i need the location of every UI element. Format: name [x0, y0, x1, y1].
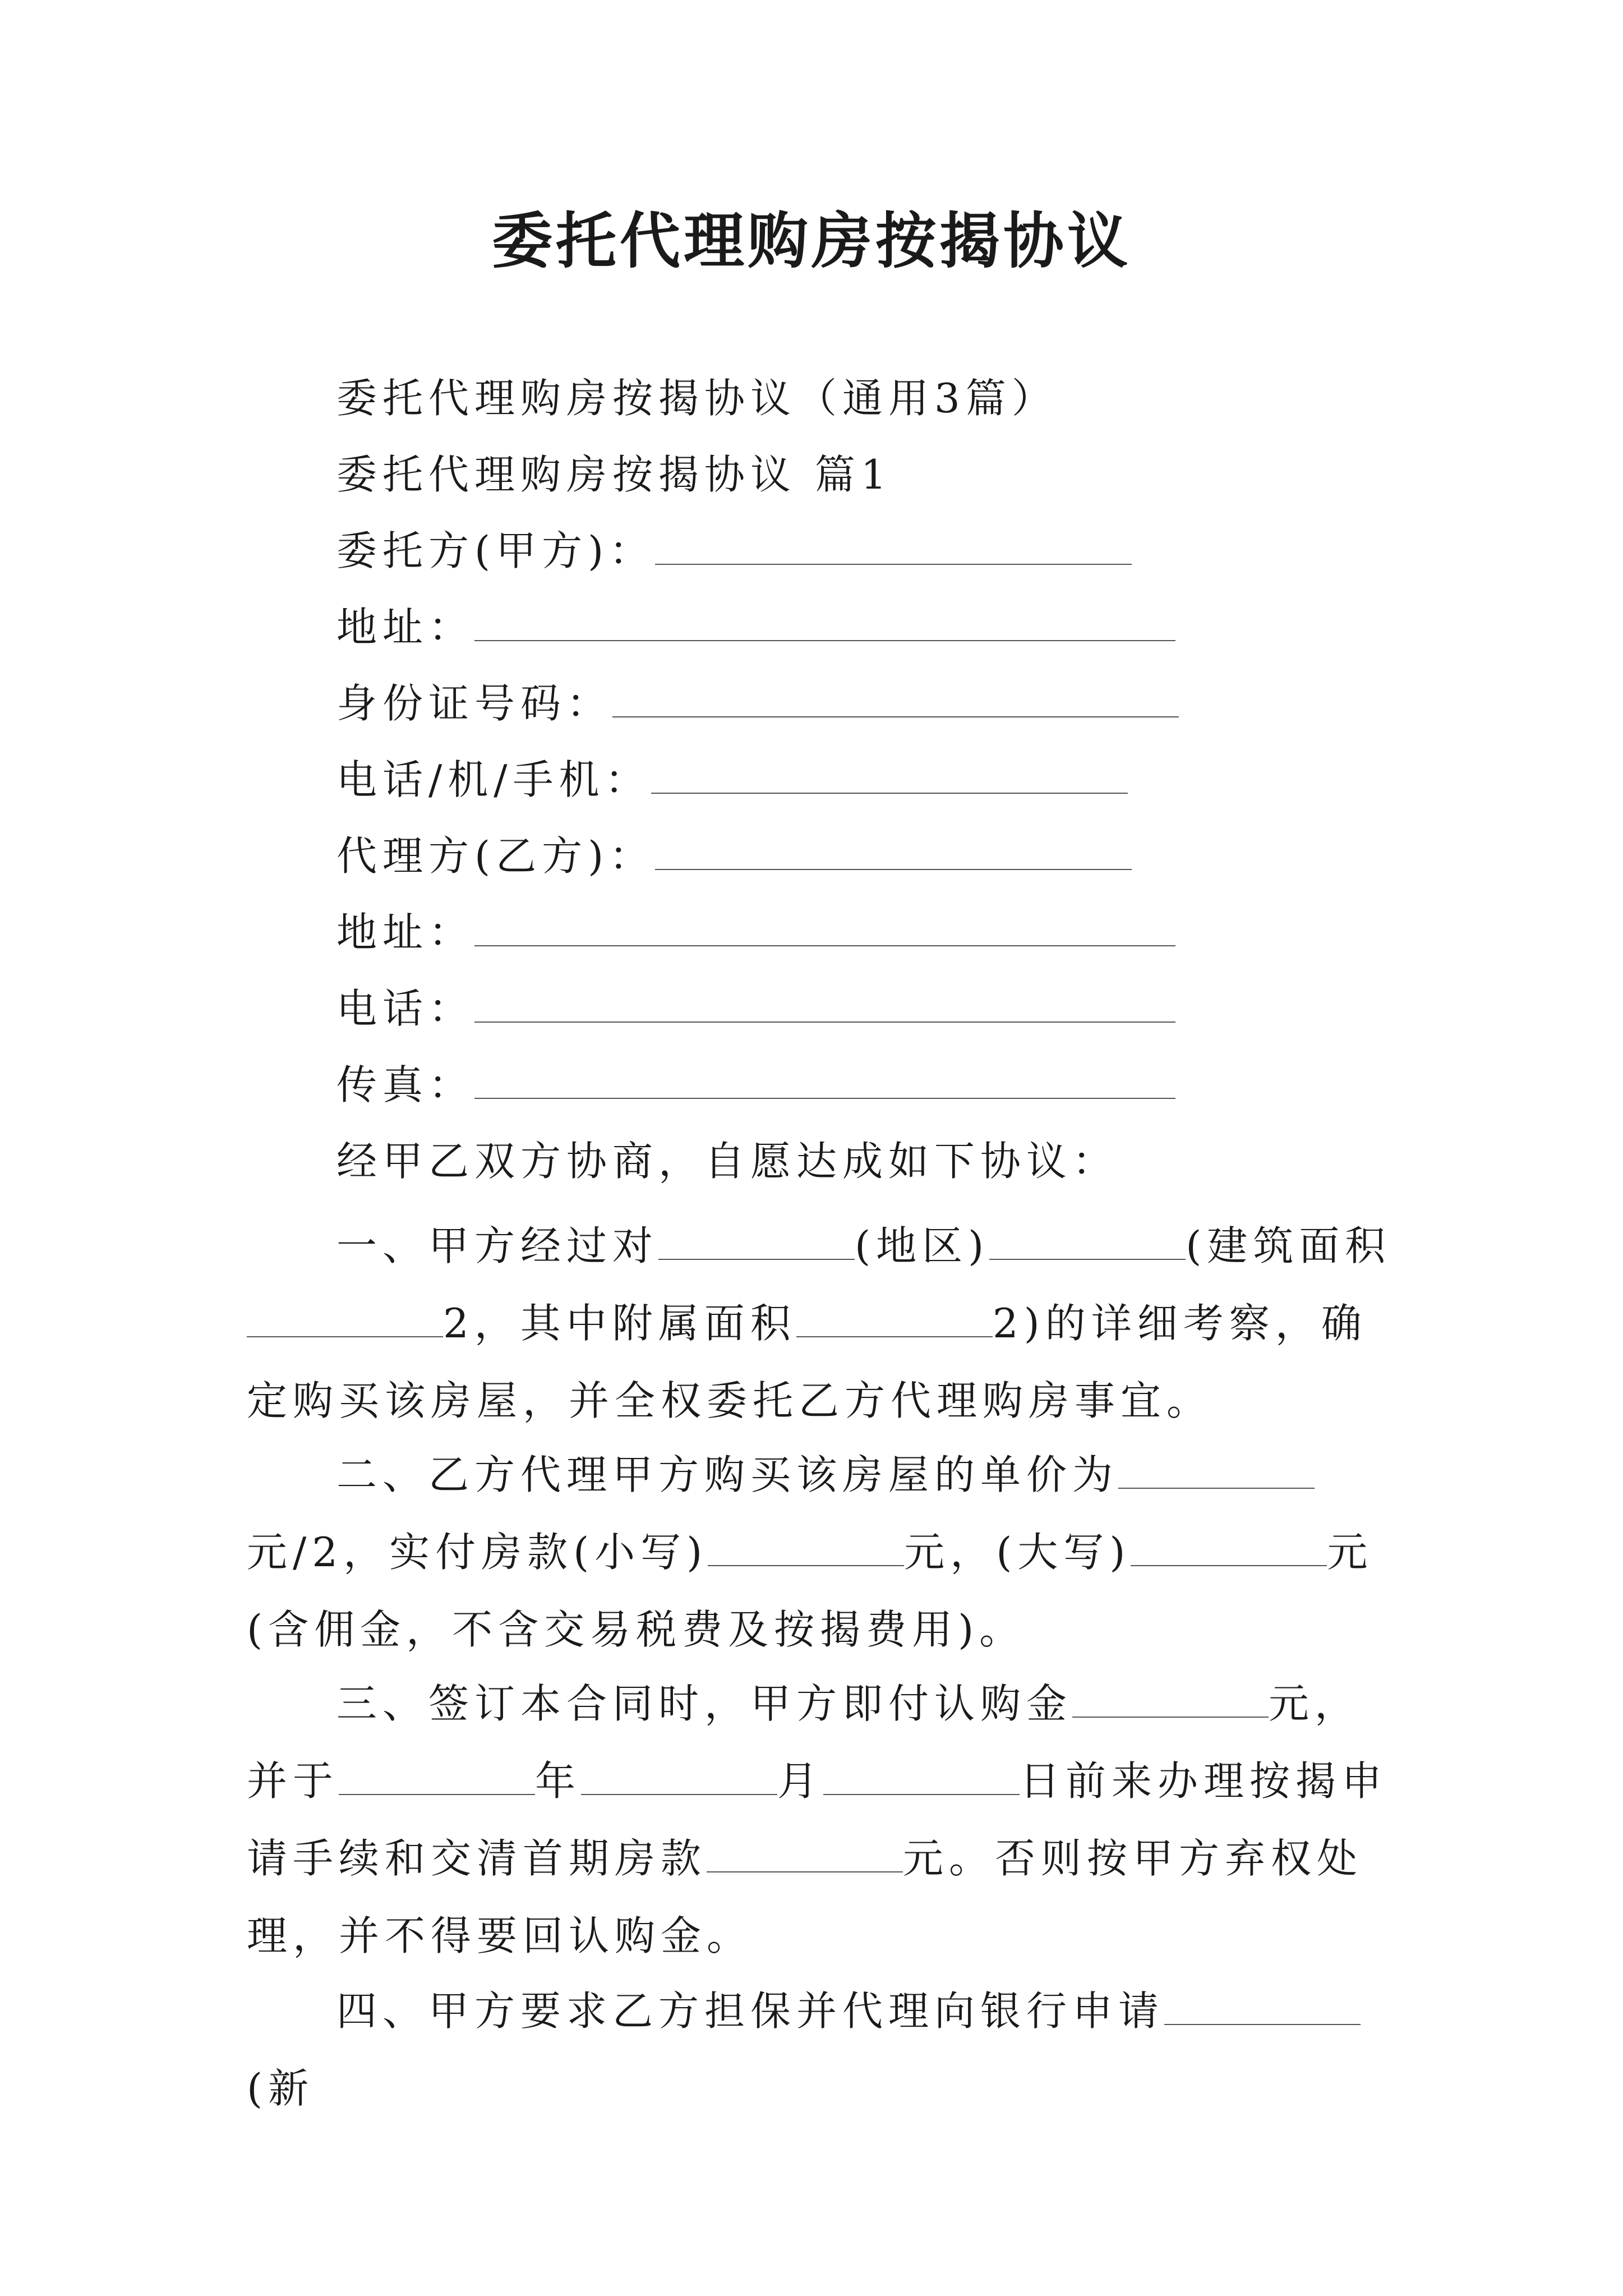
field-agent-address-blank[interactable]	[474, 912, 1175, 946]
clause-1-text-c: (建筑面积	[1186, 1222, 1391, 1269]
clause-3-text-e: 日前来办理按揭申请手续和交清首期房款	[247, 1757, 1388, 1882]
field-agent-phone	[336, 981, 1175, 1037]
clause-1-text-b: (地区)	[855, 1222, 990, 1269]
field-id-number-label: 身份证号码：	[336, 680, 613, 727]
clause-3-text-f: 元。否则按甲方弃权处理，并不得要回认购金。	[247, 1835, 1363, 1959]
field-id-number-blank[interactable]	[612, 683, 1179, 717]
field-phone-label: 电话/机/手机：	[336, 756, 651, 803]
field-phone-blank[interactable]	[651, 759, 1128, 794]
clause-2-text-a: 二、乙方代理甲方购买该房屋的单价为	[336, 1451, 1119, 1498]
field-client	[336, 523, 1132, 579]
clause-2-text-b: 元/2，实付房款(小写)	[247, 1529, 708, 1576]
field-agent-phone-blank[interactable]	[474, 988, 1175, 1023]
agreement-intro: 经甲乙双方协商，自愿达成如下协议：	[336, 1138, 1119, 1185]
clause-2-text-c: 元，(大写)	[904, 1529, 1131, 1576]
field-client-address-label: 地址：	[336, 604, 475, 651]
field-agent-address-label: 地址：	[336, 909, 475, 956]
clause-2	[247, 1436, 1396, 1668]
clause-4-text-a: 四、甲方要求乙方担保并代理向银行申请	[336, 1987, 1165, 2035]
clause-3-blank-deposit[interactable]	[1072, 1683, 1269, 1718]
field-phone	[336, 752, 1128, 808]
document-title: 委托代理购房按揭协议	[491, 206, 1131, 277]
clause-2-blank-unit-price[interactable]	[1118, 1454, 1315, 1489]
clause-1-text-e: 2)的详细考察，确定购买该房屋，并全权委托乙方代理购房事宜。	[247, 1300, 1367, 1424]
clause-4	[247, 1972, 1396, 2127]
field-fax-label: 传真：	[336, 1061, 475, 1108]
field-agent-address	[336, 904, 1175, 960]
field-fax	[336, 1057, 1175, 1113]
clause-3-text-b: 元，并于	[247, 1680, 1361, 1805]
clause-2-blank-amount-figures[interactable]	[708, 1531, 904, 1566]
clause-2-blank-amount-words[interactable]	[1131, 1531, 1327, 1566]
field-agent-phone-label: 电话：	[336, 985, 475, 1032]
field-client-address	[336, 599, 1175, 655]
clause-1-text-a: 一、甲方经过对	[336, 1222, 659, 1269]
clause-1-blank-area[interactable]	[989, 1225, 1186, 1260]
field-client-address-blank[interactable]	[474, 606, 1175, 641]
clause-1-text-d: 2，其中附属面积	[443, 1300, 796, 1347]
field-fax-blank[interactable]	[474, 1064, 1175, 1099]
clause-1-blank-attached-area[interactable]	[796, 1303, 993, 1337]
field-client-label: 委托方(甲方)：	[336, 527, 656, 574]
clause-2-text-d: 元(含佣金，不含交易税费及按揭费用)。	[247, 1529, 1373, 1653]
clause-3-blank-year[interactable]	[339, 1760, 535, 1795]
field-id-number	[336, 675, 1179, 731]
field-agent-label: 代理方(乙方)：	[336, 832, 656, 880]
clause-3-text-c: 年	[535, 1757, 582, 1805]
clause-3	[247, 1665, 1396, 1975]
field-agent	[336, 828, 1132, 884]
clause-1-blank-building-area[interactable]	[247, 1303, 443, 1337]
clause-3-text-a: 三、签订本合同时，甲方即付认购金	[336, 1680, 1073, 1727]
document-subtitle: 委托代理购房按揭协议（通用3篇）	[336, 375, 1058, 422]
clause-3-text-d: 月	[777, 1757, 824, 1805]
clause-1-blank-region[interactable]	[658, 1225, 855, 1260]
section-heading: 委托代理购房按揭协议 篇1	[336, 451, 892, 498]
field-client-blank[interactable]	[655, 530, 1132, 565]
clause-3-blank-day[interactable]	[823, 1760, 1020, 1795]
clause-3-blank-down-payment[interactable]	[707, 1838, 903, 1872]
field-agent-blank[interactable]	[655, 835, 1132, 870]
clause-3-blank-month[interactable]	[581, 1760, 777, 1795]
clause-4-text-b: (新	[247, 2065, 315, 2112]
clause-1	[247, 1207, 1396, 1439]
clause-4-blank-loan[interactable]	[1164, 1990, 1361, 2025]
